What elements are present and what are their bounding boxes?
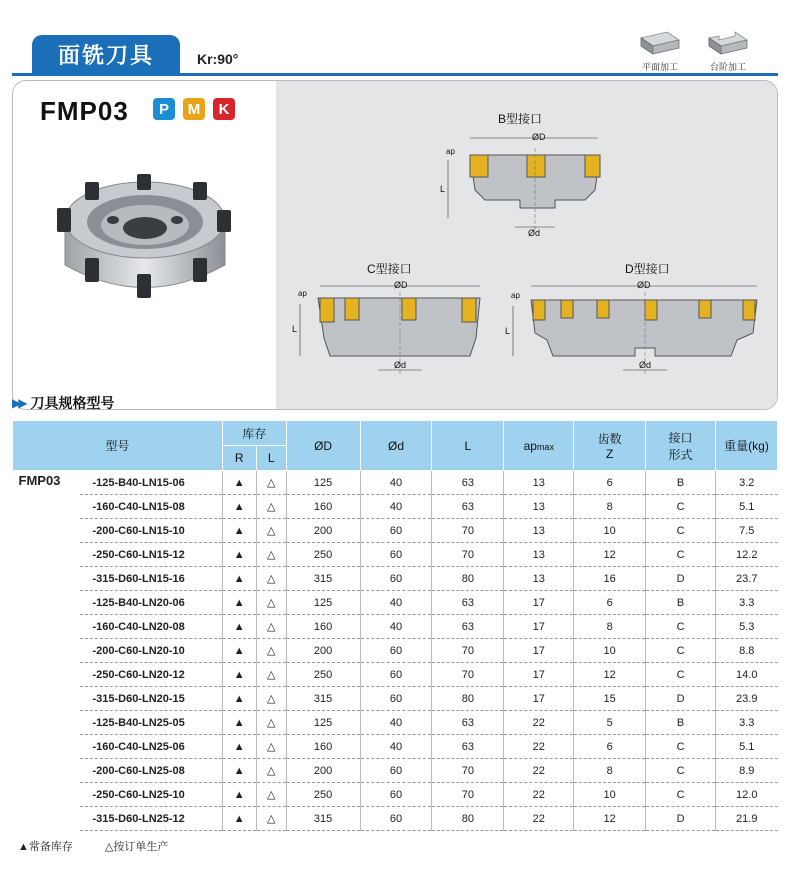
model-cell: -315-D60-LN20-15 [80, 687, 222, 711]
weight-cell: 23.9 [716, 687, 778, 711]
od-cell: 200 [286, 639, 360, 663]
ap-cell: 13 [504, 471, 574, 495]
model-cell: -125-B40-LN20-06 [80, 591, 222, 615]
model-cell: -160-C40-LN20-08 [80, 615, 222, 639]
spec-section-title [12, 393, 114, 413]
ap-cell: 13 [504, 543, 574, 567]
double-chevron-icon: ▶▶ [12, 396, 25, 410]
teeth-cell: 6 [574, 471, 646, 495]
weight-cell: 3.3 [716, 591, 778, 615]
od-cell: 200 [286, 759, 360, 783]
weight-cell: 8.9 [716, 759, 778, 783]
od-cell: 125 [286, 591, 360, 615]
model-cell: -200-C60-LN20-10 [80, 639, 222, 663]
interface-cell: C [646, 639, 716, 663]
interface-cell: C [646, 663, 716, 687]
weight-cell: 23.7 [716, 567, 778, 591]
od-cell: 125 [286, 711, 360, 735]
weight-cell: 8.8 [716, 639, 778, 663]
length-cell: 63 [432, 471, 504, 495]
b-type-ap-label: ap [446, 147, 455, 156]
model-cell: -315-D60-LN25-12 [80, 807, 222, 831]
stock-l-cell: △ [256, 471, 286, 495]
length-cell: 80 [432, 687, 504, 711]
c-type-title: C型接口 [367, 262, 412, 276]
id-cell: 60 [360, 783, 432, 807]
col-header-l: L [256, 446, 286, 471]
col-header-stock: 库存 [222, 421, 286, 446]
model-cell: -160-C40-LN25-06 [80, 735, 222, 759]
stock-l-cell: △ [256, 543, 286, 567]
table-row [13, 807, 778, 831]
table-row [13, 519, 778, 543]
id-cell: 60 [360, 807, 432, 831]
length-cell: 63 [432, 711, 504, 735]
length-cell: 70 [432, 663, 504, 687]
col-header-teeth: 齿数 Z [574, 421, 646, 471]
id-cell: 60 [360, 687, 432, 711]
table-row [13, 543, 778, 567]
id-cell: 40 [360, 735, 432, 759]
ap-cell: 13 [504, 567, 574, 591]
stock-l-cell: △ [256, 759, 286, 783]
teeth-cell: 10 [574, 519, 646, 543]
stock-r-cell: ▲ [222, 783, 256, 807]
series-label: FMP03 [18, 473, 61, 488]
model-cell: -250-C60-LN25-10 [80, 783, 222, 807]
table-row [13, 615, 778, 639]
stock-r-cell: ▲ [222, 495, 256, 519]
svg-text:L: L [505, 326, 511, 336]
od-cell: 250 [286, 543, 360, 567]
operation-face-milling [635, 28, 685, 73]
teeth-cell: 15 [574, 687, 646, 711]
ap-cell: 22 [504, 783, 574, 807]
ap-cell: 17 [504, 639, 574, 663]
length-cell: 70 [432, 639, 504, 663]
interface-cell: C [646, 495, 716, 519]
stock-l-cell: △ [256, 783, 286, 807]
interface-cell: C [646, 759, 716, 783]
stock-legend [18, 838, 168, 854]
od-cell: 315 [286, 687, 360, 711]
stock-l-cell: △ [256, 591, 286, 615]
od-cell: 315 [286, 807, 360, 831]
stock-l-cell: △ [256, 567, 286, 591]
c-type-diagram [290, 278, 490, 378]
ap-cell: 22 [504, 735, 574, 759]
svg-text:ØD: ØD [637, 280, 651, 290]
weight-cell: 3.3 [716, 711, 778, 735]
col-header-weight: 重量(kg) [716, 421, 778, 471]
weight-cell: 14.0 [716, 663, 778, 687]
svg-text:ØD: ØD [394, 280, 408, 290]
model-cell: -160-C40-LN15-08 [80, 495, 222, 519]
stock-r-cell: ▲ [222, 711, 256, 735]
teeth-cell: 12 [574, 807, 646, 831]
stock-r-cell: ▲ [222, 687, 256, 711]
interface-cell: B [646, 711, 716, 735]
teeth-cell: 16 [574, 567, 646, 591]
shoulder-milling-icon [705, 28, 751, 58]
b-type-od-label: ØD [532, 132, 546, 142]
legend-order: △按订单生产 [104, 841, 169, 853]
col-header-interface: 接口 形式 [646, 421, 716, 471]
model-cell: -125-B40-LN15-06 [80, 471, 222, 495]
product-series-title: FMP03 [40, 96, 129, 126]
interface-cell: D [646, 687, 716, 711]
model-cell: -125-B40-LN25-05 [80, 711, 222, 735]
weight-cell: 12.0 [716, 783, 778, 807]
section-title-text: 刀具规格型号 [30, 395, 115, 411]
col-header-model: 型号 [13, 421, 223, 471]
stock-l-cell: △ [256, 663, 286, 687]
stock-r-cell: ▲ [222, 471, 256, 495]
ap-cell: 13 [504, 495, 574, 519]
id-cell: 40 [360, 711, 432, 735]
col-header-id: Ød [360, 421, 432, 471]
ap-cell: 17 [504, 615, 574, 639]
table-row [13, 567, 778, 591]
col-header-r: R [222, 446, 256, 471]
stock-l-cell: △ [256, 615, 286, 639]
stock-l-cell: △ [256, 687, 286, 711]
length-cell: 70 [432, 519, 504, 543]
teeth-cell: 10 [574, 639, 646, 663]
table-row [13, 759, 778, 783]
material-badge-p: P [153, 98, 175, 120]
stock-r-cell: ▲ [222, 543, 256, 567]
operation-label: 台阶加工 [709, 62, 746, 72]
stock-r-cell: ▲ [222, 759, 256, 783]
od-cell: 125 [286, 471, 360, 495]
table-row [13, 639, 778, 663]
stock-r-cell: ▲ [222, 663, 256, 687]
table-row [13, 711, 778, 735]
b-type-title: B型接口 [498, 112, 543, 126]
weight-cell: 5.1 [716, 495, 778, 519]
interface-cell: D [646, 807, 716, 831]
teeth-cell: 8 [574, 759, 646, 783]
svg-text:Ød: Ød [394, 360, 407, 370]
od-cell: 315 [286, 567, 360, 591]
stock-l-cell: △ [256, 735, 286, 759]
svg-text:Ød: Ød [639, 360, 652, 370]
model-cell: -200-C60-LN25-08 [80, 759, 222, 783]
interface-cell: C [646, 735, 716, 759]
milling-cutter-image [45, 170, 245, 310]
spec-table [12, 420, 778, 831]
od-cell: 250 [286, 663, 360, 687]
stock-l-cell: △ [256, 639, 286, 663]
stock-r-cell: ▲ [222, 591, 256, 615]
length-cell: 63 [432, 615, 504, 639]
col-header-od: ØD [286, 421, 360, 471]
table-row [13, 591, 778, 615]
length-cell: 80 [432, 567, 504, 591]
length-cell: 80 [432, 807, 504, 831]
kr-angle-label: Kr:90° [197, 51, 239, 67]
svg-text:ap: ap [511, 291, 520, 300]
interface-cell: C [646, 783, 716, 807]
interface-cell: D [646, 567, 716, 591]
b-type-l-label: L [440, 184, 446, 194]
stock-l-cell: △ [256, 519, 286, 543]
length-cell: 63 [432, 495, 504, 519]
interface-cell: C [646, 519, 716, 543]
interface-cell: C [646, 543, 716, 567]
length-cell: 70 [432, 783, 504, 807]
id-cell: 60 [360, 759, 432, 783]
material-badge-k: K [213, 98, 235, 120]
length-cell: 70 [432, 759, 504, 783]
d-type-title: D型接口 [625, 262, 670, 276]
legend-stock: ▲常备库存 [18, 841, 73, 853]
teeth-cell: 8 [574, 615, 646, 639]
b-type-diagram [440, 130, 610, 240]
teeth-cell: 6 [574, 735, 646, 759]
id-cell: 60 [360, 519, 432, 543]
stock-r-cell: ▲ [222, 519, 256, 543]
operation-shoulder-milling [703, 28, 753, 73]
stock-r-cell: ▲ [222, 615, 256, 639]
d-type-diagram [505, 278, 765, 378]
id-cell: 40 [360, 495, 432, 519]
teeth-cell: 6 [574, 591, 646, 615]
face-milling-icon [637, 28, 683, 58]
length-cell: 70 [432, 543, 504, 567]
weight-cell: 5.1 [716, 735, 778, 759]
id-cell: 60 [360, 543, 432, 567]
table-row [13, 495, 778, 519]
length-cell: 63 [432, 591, 504, 615]
interface-cell: B [646, 591, 716, 615]
col-header-length: L [432, 421, 504, 471]
ap-cell: 22 [504, 759, 574, 783]
weight-cell: 7.5 [716, 519, 778, 543]
weight-cell: 3.2 [716, 471, 778, 495]
header-divider [12, 73, 778, 76]
id-cell: 40 [360, 615, 432, 639]
ap-cell: 17 [504, 663, 574, 687]
teeth-cell: 12 [574, 543, 646, 567]
interface-cell: B [646, 471, 716, 495]
operation-label: 平面加工 [641, 62, 678, 72]
teeth-cell: 12 [574, 663, 646, 687]
ap-cell: 17 [504, 591, 574, 615]
material-badge-m: M [183, 98, 205, 120]
stock-l-cell: △ [256, 495, 286, 519]
length-cell: 63 [432, 735, 504, 759]
od-cell: 250 [286, 783, 360, 807]
ap-cell: 13 [504, 519, 574, 543]
teeth-cell: 10 [574, 783, 646, 807]
od-cell: 160 [286, 615, 360, 639]
model-cell: -250-C60-LN15-12 [80, 543, 222, 567]
id-cell: 40 [360, 591, 432, 615]
teeth-cell: 8 [574, 495, 646, 519]
stock-r-cell: ▲ [222, 807, 256, 831]
ap-cell: 17 [504, 687, 574, 711]
svg-text:ap: ap [298, 289, 307, 298]
stock-r-cell: ▲ [222, 735, 256, 759]
svg-text:L: L [292, 324, 298, 334]
od-cell: 160 [286, 495, 360, 519]
col-header-ap: apmax [504, 421, 574, 471]
table-row [13, 735, 778, 759]
weight-cell: 12.2 [716, 543, 778, 567]
table-row [13, 663, 778, 687]
ap-cell: 22 [504, 711, 574, 735]
b-type-id-label: Ød [528, 228, 541, 238]
weight-cell: 5.3 [716, 615, 778, 639]
table-row [13, 471, 778, 495]
interface-cell: C [646, 615, 716, 639]
stock-r-cell: ▲ [222, 567, 256, 591]
stock-r-cell: ▲ [222, 639, 256, 663]
ap-cell: 22 [504, 807, 574, 831]
id-cell: 60 [360, 639, 432, 663]
od-cell: 160 [286, 735, 360, 759]
model-cell: -315-D60-LN15-16 [80, 567, 222, 591]
weight-cell: 21.9 [716, 807, 778, 831]
teeth-cell: 5 [574, 711, 646, 735]
od-cell: 200 [286, 519, 360, 543]
id-cell: 60 [360, 567, 432, 591]
table-row [13, 783, 778, 807]
id-cell: 60 [360, 663, 432, 687]
page-title: 面铣刀具 [32, 35, 180, 73]
table-row [13, 687, 778, 711]
id-cell: 40 [360, 471, 432, 495]
model-cell: -250-C60-LN20-12 [80, 663, 222, 687]
model-cell: -200-C60-LN15-10 [80, 519, 222, 543]
stock-l-cell: △ [256, 807, 286, 831]
stock-l-cell: △ [256, 711, 286, 735]
